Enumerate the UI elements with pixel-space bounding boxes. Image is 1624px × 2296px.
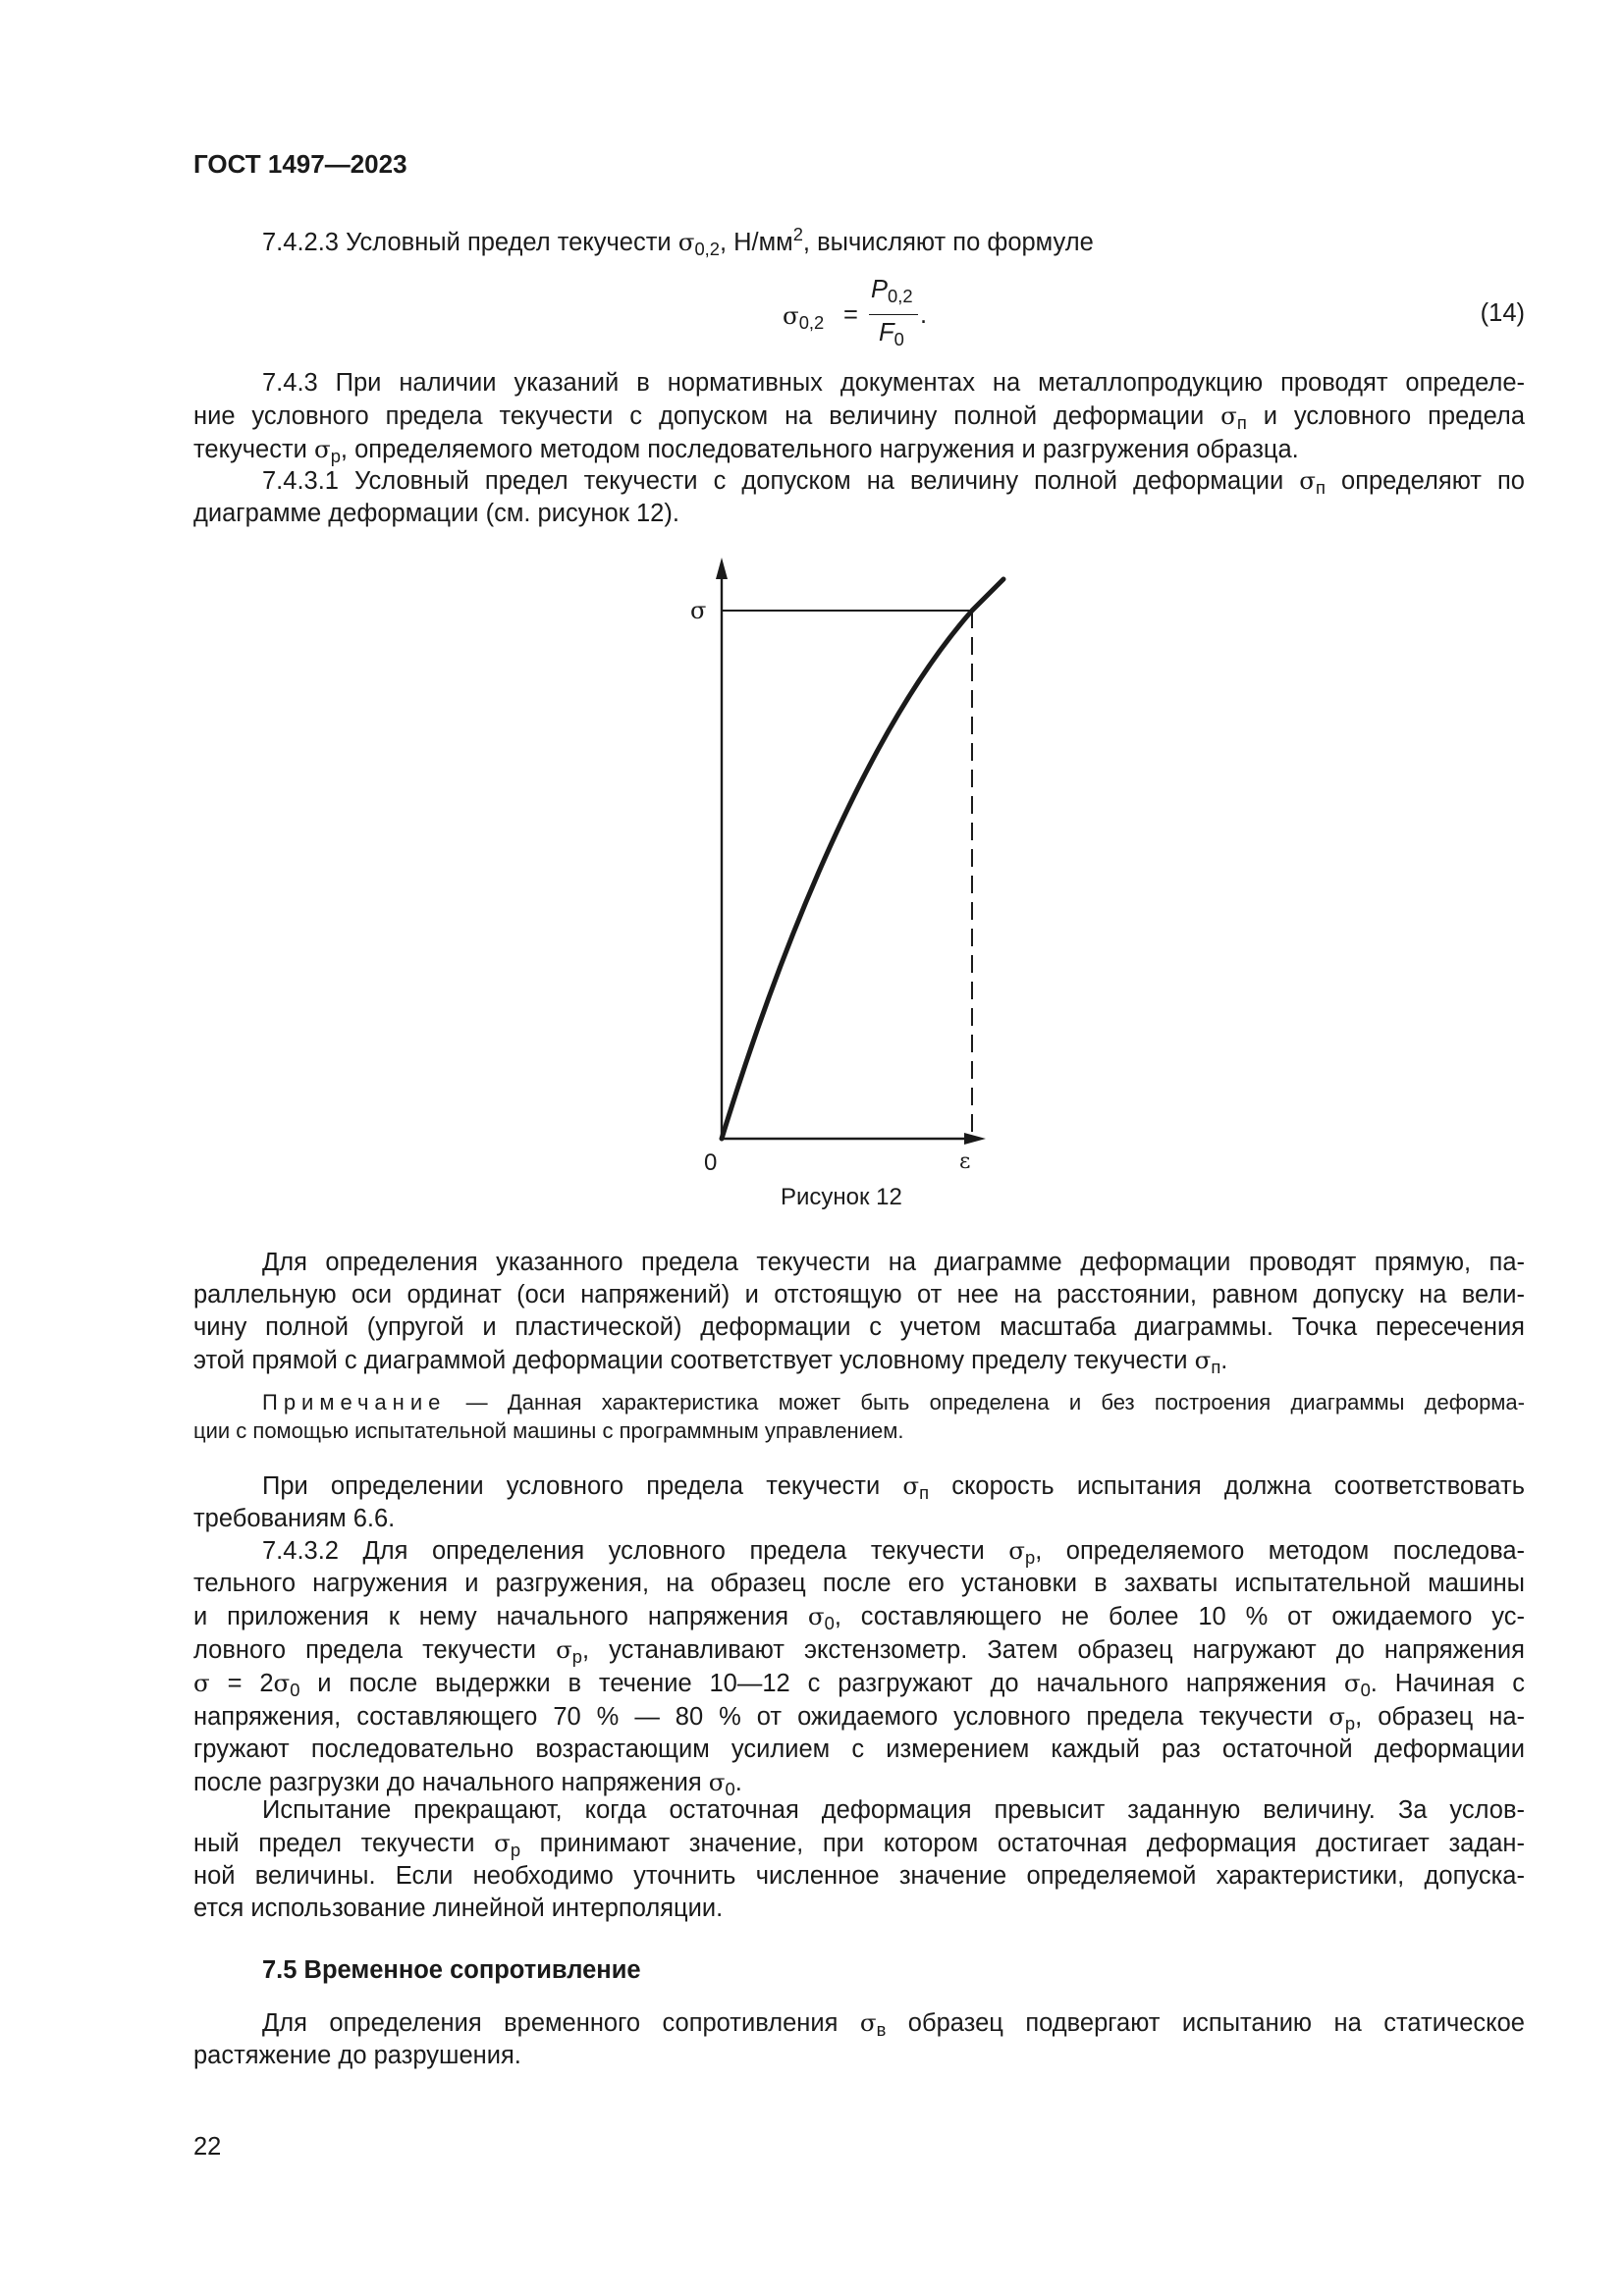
fraction-bar	[869, 314, 918, 315]
page-number: 22	[193, 2133, 222, 2161]
figure-12-diagram	[665, 550, 1254, 1178]
paragraph-speed-requirement: При определении условного предела текучести $\sigma_п$ скорость испытания должна соответствовать требованиям 6.6.	[193, 1471, 1525, 1532]
paragraph-7-4-3: 7.4.3 При наличии указаний в нормативных документах на металлопродукцию проводят определе- ние условного предела текучести с допуском на величину полной деформации $\sigma_п$ и условного предела текучести $\sigma_р$, определяемого методом последовательного нагружения и разгружения образца.	[193, 369, 1525, 467]
equation-number: (14)	[1480, 299, 1525, 327]
figure-caption: Рисунок 12	[781, 1184, 902, 1210]
document-header: ГОСТ 1497—2023	[193, 149, 407, 179]
deformation-curve	[722, 579, 1003, 1139]
section-heading-7-5: 7.5 Временное сопротивление	[262, 1956, 641, 1984]
y-axis-arrow-icon	[716, 558, 728, 579]
formula-14: $\sigma_{0,2}$ = $P_{0,2}$ $F_0$ .	[783, 276, 928, 350]
y-axis-label: σ	[690, 597, 707, 624]
document-page	[193, 0, 1525, 2296]
paragraph-figure-explanation: Для определения указанного предела текучести на диаграмме деформации проводят прямую, па- раллельную оси ординат (оси напряжений) и отстоящую от нее на расстоянии, равном допуску на вели- чину полной (упругой и пластической) деформации с учетом масштаба диаграммы. Точка пересечения этой прямой с диаграммой деформации соответствует условному пределу текучести $\sigma_п$.	[193, 1249, 1525, 1378]
origin-label: 0	[704, 1149, 718, 1176]
paragraph-test-termination: Испытание прекращают, когда остаточная деформация превысит заданную величину. За услов- ный предел текучести $\sigma_р$ принимают значение, при котором остаточная деформация достигает задан- ной величины. Если необходимо уточнить численное значение определяемой характеристики, допуска- ется использование линейной интерполяции.	[193, 1796, 1525, 1922]
paragraph-7-4-2-3: 7.4.2.3 Условный предел текучести $\sigma_{0,2}$, $Н/мм^2$, вычисляют по формуле	[262, 223, 1094, 260]
note-block: Примечание — Данная характеристика может быть определена и без построения диаграммы деформа- ции с помощью испытательной машины с программным управлением.	[193, 1390, 1525, 1443]
paragraph-7-5: Для определения временного сопротивления $\sigma_в$ образец подвергают испытанию на статическое растяжение до разрушения.	[193, 2008, 1525, 2069]
x-axis-arrow-icon	[964, 1133, 986, 1145]
note-label: Примечание	[262, 1390, 447, 1415]
paragraph-7-4-3-2: 7.4.3.2 Для определения условного предела текучести $\sigma_р$, определяемого методом последова- тельного нагружения и разгружения, на образец после его установки в захваты испытательной машины и приложения к нему начального напряжения $\sigma_0$, составляющего не более 10 % от ожидаемого ус- ловного предела текучести $\sigma_р$, устанавливают экстензометр. Затем образец нагружают до напряжения $\sigma = 2\sigma_0$ и после выдержки в течение 10—12 с разгружают до начального напряжения $\sigma_0$. Начиная с напряжения, составляющего 70 % — 80 % от ожидаемого условного предела текучести $\sigma_р$, образец на- гружают последовательно возрастающим усилием с измерением каждый раз остаточной деформации после разгрузки до начального напряжения $\sigma_0$.	[193, 1536, 1526, 1800]
x-axis-label: ε	[959, 1149, 971, 1174]
paragraph-7-4-3-1: 7.4.3.1 Условный предел текучести с допуском на величину полной деформации $\sigma_п$ определяют по диаграмме деформации (см. рисунок 12).	[193, 466, 1525, 527]
